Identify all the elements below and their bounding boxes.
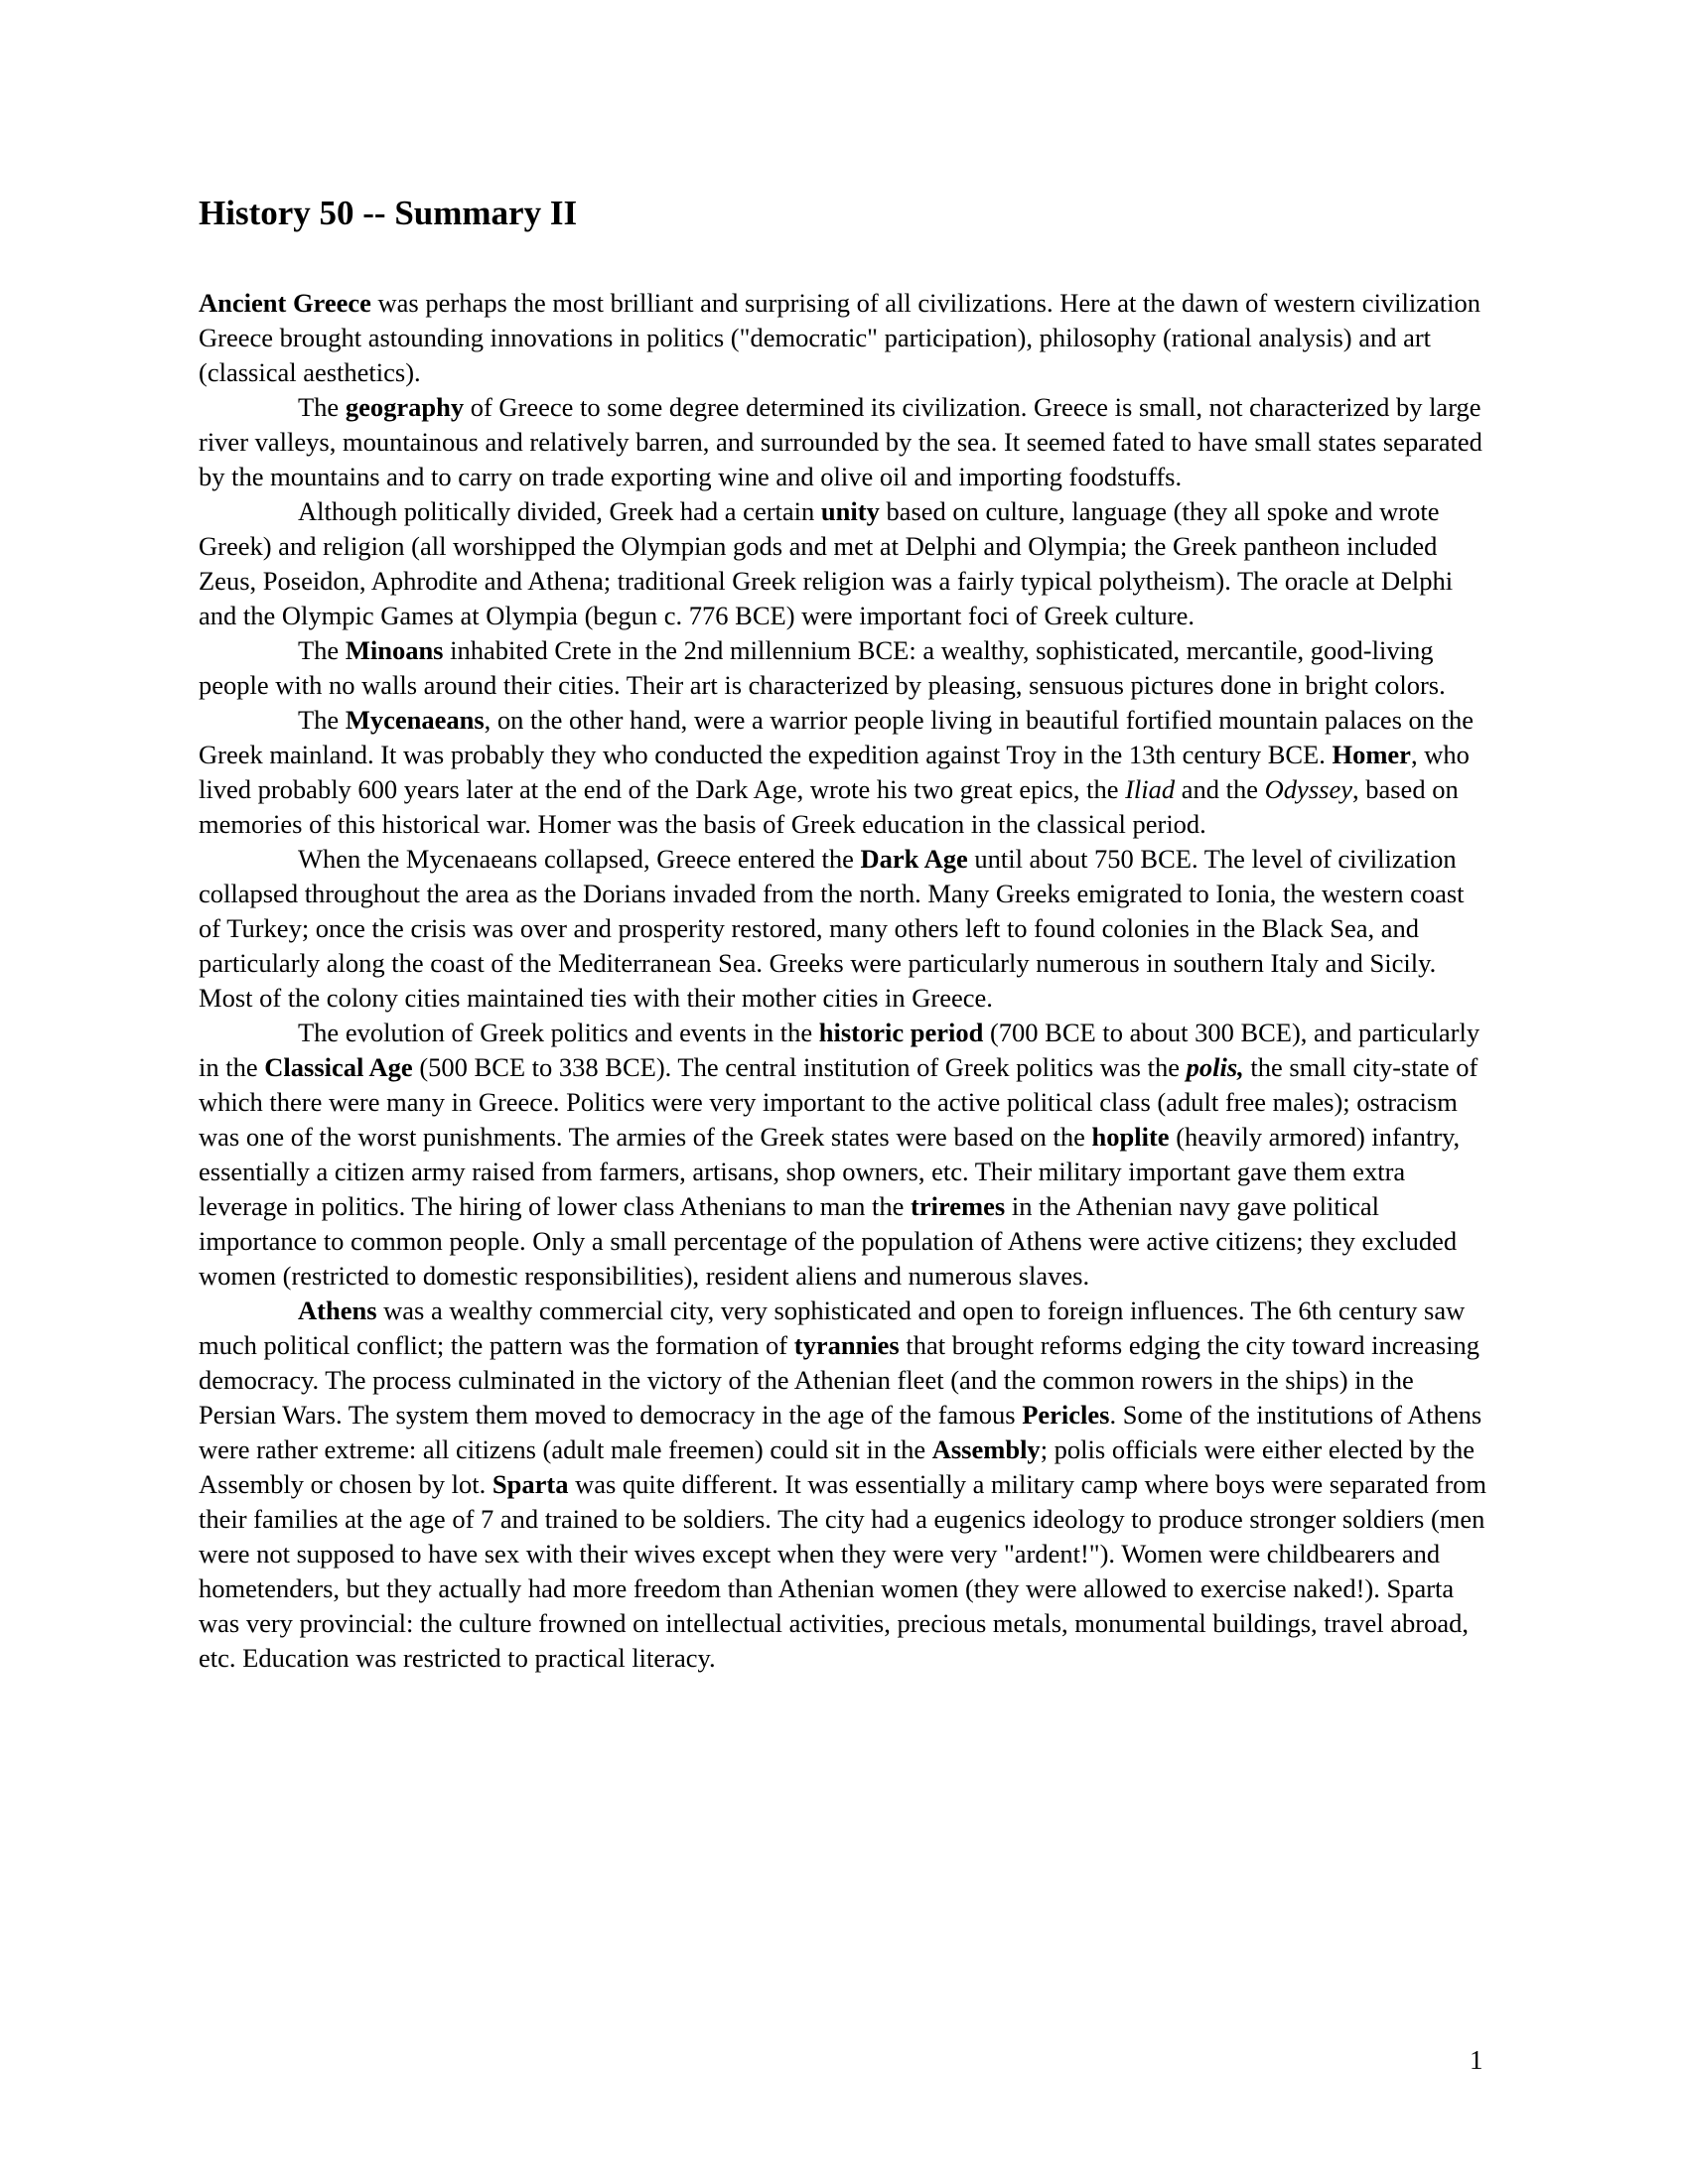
text-run: was quite different. It was essentially a military camp where boys were separated from their families at the age of 7 and trained to be soldiers. The city had a eugenics ideology to produce stronger soldiers (men were not supposed to have sex with their wives except when they were very "ardent!"). Women were childbearers and hometenders, but they actually had more freedom than Athenian women (they were allowed to exercise naked!). Sparta was very provincial: the culture frowned on intellectual activities, precious metals, monumental buildings, travel abroad, etc. Education was restricted to practical literacy.: [199, 1469, 1486, 1673]
text-run: , based on memories of this historical war. Homer was the basis of Greek education in the classical period.: [199, 774, 1459, 839]
text-run: Although politically divided, Greek had a certain: [298, 496, 821, 526]
paragraph-athens-sparta: [199, 1294, 1489, 1676]
text-run: When the Mycenaeans collapsed, Greece entered the: [298, 844, 861, 874]
text-run: and the: [1175, 774, 1265, 804]
bold-term: geography: [345, 392, 465, 422]
text-run: that brought reforms edging the city toward increasing democracy. The process culminated in the victory of the Athenian fleet (and the common rowers in the ships) in the Persian Wars. The system them moved to democracy in the age of the famous: [199, 1330, 1480, 1430]
text-run: until about 750 BCE. The level of civilization collapsed throughout the area as the Dorians invaded from the north. Many Greeks emigrated to Ionia, the western coast of Turkey; once the crisis was over and prosperity restored, many others left to found colonies in the Black Sea, and particularly along the coast of the Mediterranean Sea. Greeks were particularly numerous in southern Italy and Sicily. Most of the colony cities maintained ties with their mother cities in Greece.: [199, 844, 1465, 1013]
bold-term: triremes: [911, 1191, 1006, 1221]
paragraph-geography: [199, 390, 1489, 494]
text-run: (heavily armored) infantry, essentially a citizen army raised from farmers, artisans, shop owners, etc. Their military important gave them extra leverage in politics. The hiring of lower class Athenians to man the: [199, 1122, 1461, 1221]
document-body: [199, 286, 1489, 1676]
bold-term: Pericles: [1022, 1400, 1110, 1430]
paragraph-unity: [199, 494, 1489, 633]
bold-term: Dark Age: [860, 844, 968, 874]
bold-term: hoplite: [1091, 1122, 1170, 1152]
text-run: The: [298, 392, 346, 422]
text-run: The: [298, 705, 346, 735]
bold-term: unity: [820, 496, 880, 526]
paragraph-minoans: [199, 633, 1489, 703]
text-run: was a wealthy commercial city, very sophisticated and open to foreign influences. The 6th century saw much political conflict; the pattern was the formation of: [199, 1296, 1466, 1360]
bold-term: Classical Age: [264, 1052, 413, 1082]
text-run: . Some of the institutions of Athens were rather extreme: all citizens (adult male freemen) could sit in the: [199, 1400, 1482, 1464]
bold-term: Ancient Greece: [199, 288, 371, 318]
bold-term: Homer: [1332, 740, 1411, 769]
text-run: The: [298, 635, 346, 665]
text-run: , on the other hand, were a warrior people living in beautiful fortified mountain palaces on the Greek mainland. It was probably they who conducted the expedition against Troy in the 13th century BCE.: [199, 705, 1475, 769]
paragraph-dark-age: [199, 842, 1489, 1016]
bold-term: historic period: [818, 1018, 984, 1047]
text-run: (500 BCE to 338 BCE). The central institution of Greek politics was the: [412, 1052, 1187, 1082]
bold-term: Athens: [298, 1296, 377, 1325]
bold-term: Assembly: [931, 1434, 1041, 1464]
document-title: History 50 -- Summary II: [199, 194, 578, 232]
page-number: 1: [1470, 2045, 1483, 2075]
text-run: , who lived probably 600 years later at the end of the Dark Age, wrote his two great epics, the: [199, 740, 1470, 804]
text-run: was perhaps the most brilliant and surprising of all civilizations. Here at the dawn of western civilization Greece brought astounding innovations in politics ("democratic" participation), philosophy (rational analysis) and art (classical aesthetics).: [199, 288, 1481, 387]
paragraph-mycenaeans: [199, 703, 1489, 842]
text-run: based on culture, language (they all spoke and wrote Greek) and religion (all worshipped the Olympian gods and met at Delphi and Olympia; the Greek pantheon included Zeus, Poseidon, Aphrodite and Athena; traditional Greek religion was a fairly typical polytheism). The oracle at Delphi and the Olympic Games at Olympia (begun c. 776 BCE) were important foci of Greek culture.: [199, 496, 1454, 630]
text-run: ; polis officials were either elected by the Assembly or chosen by lot.: [199, 1434, 1476, 1499]
bold-term: Sparta: [492, 1469, 569, 1499]
bold-term: Minoans: [345, 635, 444, 665]
paragraph-ancient-greece: [199, 286, 1489, 390]
bold-term: Mycenaeans: [345, 705, 485, 735]
text-run: in the Athenian navy gave political importance to common people. Only a small percentage of the population of Athens were active citizens; they excluded women (restricted to domestic responsibilities), resident aliens and numerous slaves.: [199, 1191, 1458, 1291]
text-run: The evolution of Greek politics and events in the: [298, 1018, 819, 1047]
italic-title: Iliad: [1125, 774, 1176, 804]
text-run: inhabited Crete in the 2nd millennium BCE: a wealthy, sophisticated, mercantile, good-living people with no walls around their cities. Their art is characterized by pleasing, sensuous pictures done in bright colors.: [199, 635, 1446, 700]
text-run: (700 BCE to about 300 BCE), and particularly in the: [199, 1018, 1480, 1082]
text-run: of Greece to some degree determined its civilization. Greece is small, not characterized by large river valleys, mountainous and relatively barren, and surrounded by the sea. It seemed fated to have small states separated by the mountains and to carry on trade exporting wine and olive oil and importing foodstuffs.: [199, 392, 1482, 491]
bold-term: tyrannies: [793, 1330, 900, 1360]
italic-title: Odyssey: [1264, 774, 1352, 804]
paragraph-historic-period: [199, 1016, 1489, 1294]
bold-italic-term: polis,: [1186, 1052, 1244, 1082]
text-run: the small city-state of which there were many in Greece. Politics were very important to the active political class (adult free males); ostracism was one of the worst punishments. The armies of the Greek states were based on the: [199, 1052, 1478, 1152]
